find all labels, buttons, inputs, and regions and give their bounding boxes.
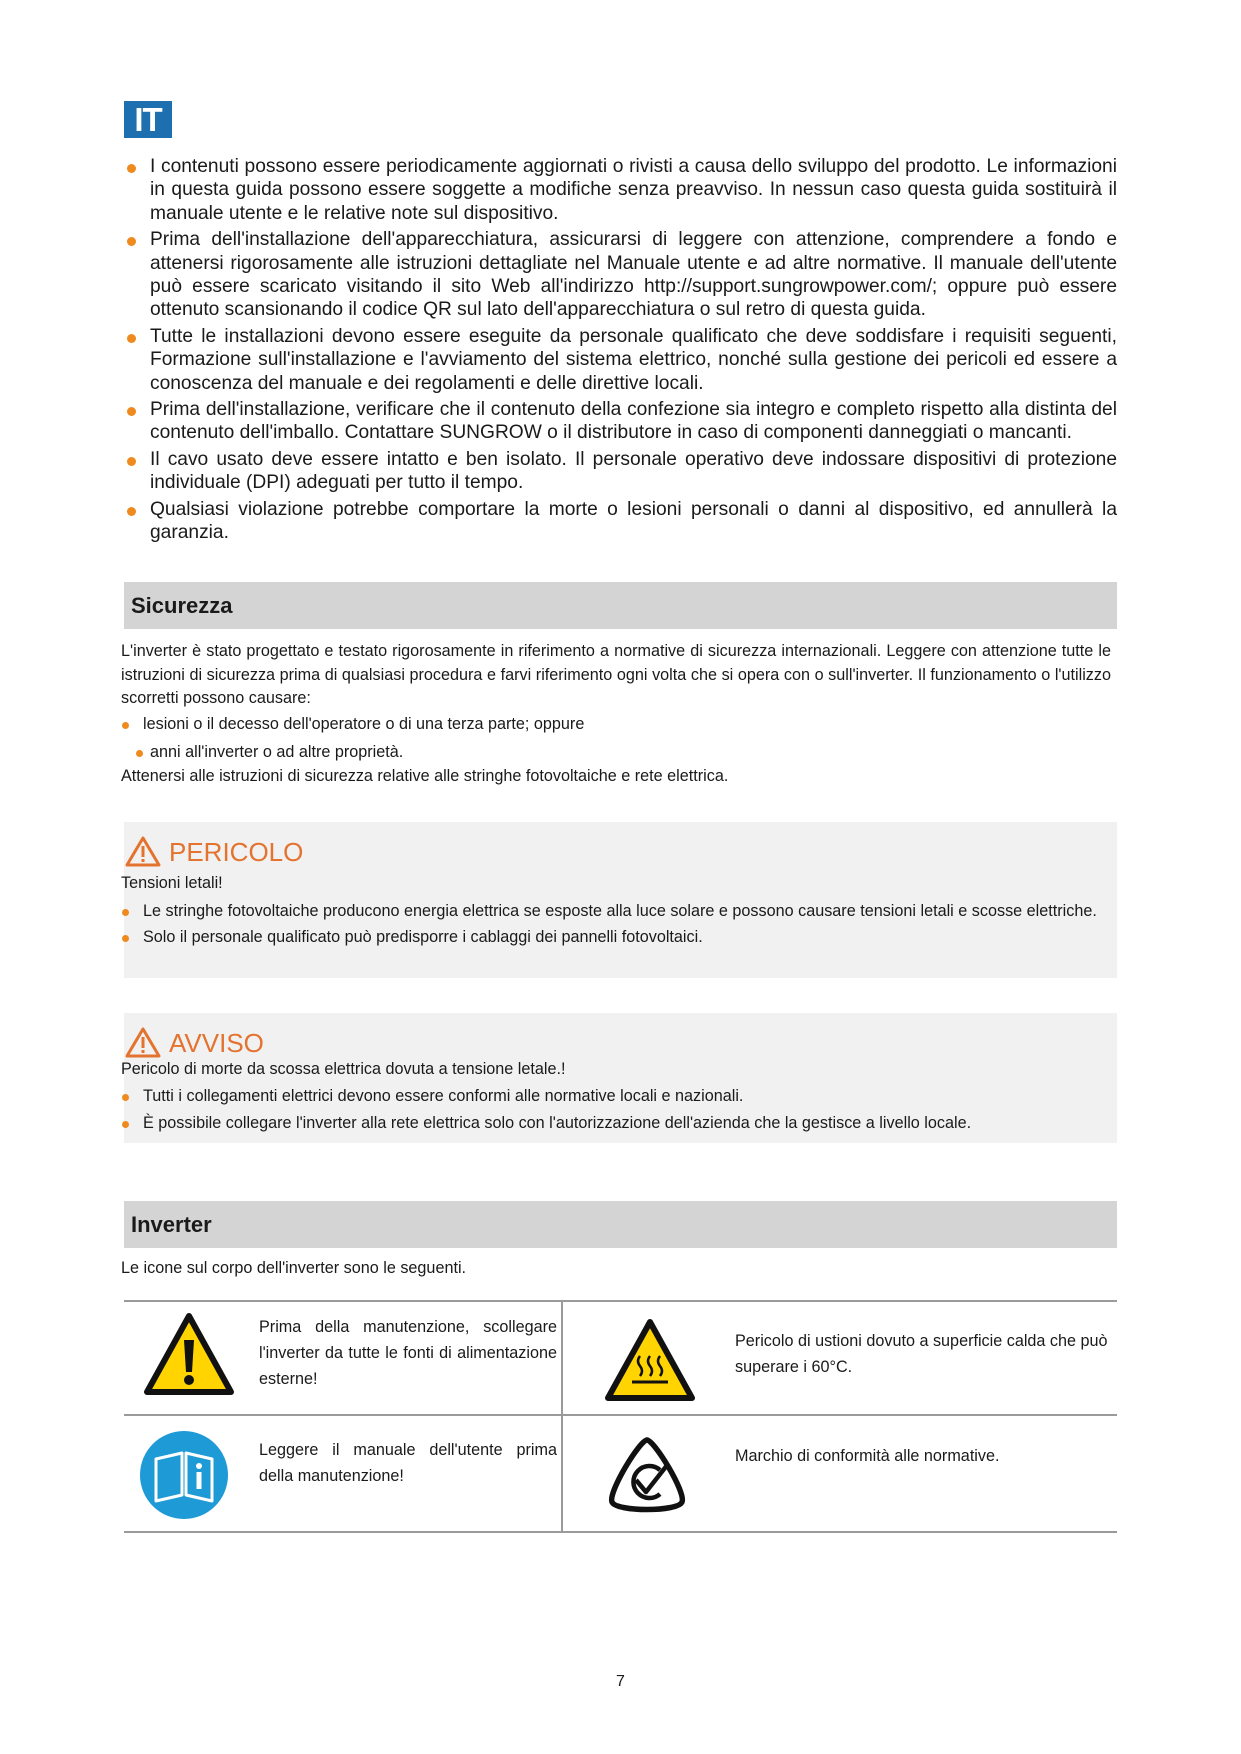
safety-bullet: lesioni o il decesso dell'operatore o di una terza parte; oppure [121, 713, 1111, 737]
intro-bullet: Qualsiasi violazione potrebbe comportare la morte o lesioni personali o danni al dispositivo, ed annullerà la garanzia. [124, 498, 1117, 545]
danger-box [121, 822, 1117, 978]
language-badge: IT [124, 101, 172, 138]
inverter-icon-table [124, 1300, 1117, 1533]
icon-desc-manual: Leggere il manuale dell'utente prima della manutenzione! [259, 1441, 557, 1485]
safety-bullet: anni all'inverter o ad altre proprietà. [135, 741, 1105, 765]
read-manual-icon [138, 1429, 230, 1521]
safety-closing: Attenersi alle istruzioni di sicurezza relative alle stringhe fotovoltaiche e rete elettrica. [121, 767, 729, 785]
danger-bullet: Solo il personale qualificato può predisporre i cablaggi dei pannelli fotovoltaici. [121, 926, 1111, 950]
danger-warning-icon [124, 835, 162, 868]
intro-bullet: I contenuti possono essere periodicamente aggiornati o rivisti a causa dello sviluppo del prodotto. Le informazioni in questa guida possono essere soggette a modifiche senza preavviso. In nessun caso questa guida sostituirà il manuale utente e le relative note sul dispositivo. [124, 155, 1117, 225]
icon-desc-warning: Prima della manutenzione, scollegare l'inverter da tutte le fonti di alimentazione esterne! [259, 1318, 557, 1388]
danger-subtitle: Tensioni letali! [121, 874, 223, 892]
safety-paragraph: L'inverter è stato progettato e testato rigorosamente in riferimento a normative di sicurezza internazionali. Leggere con attenzione tutte le istruzioni di sicurezza prima di qualsiasi procedura e farvi riferimento ogni volta che si opera con o sull'inverter. Il funzionamento o l'utilizzo scorretti possono causare: [121, 642, 1111, 707]
page-number: 7 [616, 1673, 625, 1690]
intro-bullet: Prima dell'installazione, verificare che il contenuto della confezione sia integro e completo rispetto alla distinta del contenuto dell'imballo. Contattare SUNGROW o il distributore in caso di componenti danneggiati o mancanti. [124, 398, 1117, 445]
hot-surface-icon [602, 1316, 698, 1406]
rcm-mark-icon [602, 1434, 692, 1518]
inverter-heading: Inverter [131, 1212, 212, 1237]
danger-bullet: Le stringhe fotovoltaiche producono energia elettrica se esposte alla luce solare e possono causare tensioni letali e scosse elettriche. [121, 900, 1111, 924]
intro-bullet: Prima dell'installazione dell'apparecchiatura, assicurarsi di leggere con attenzione, comprendere a fondo e attenersi rigorosamente alle istruzioni dettagliate nel Manuale utente e ad altre normative. Il manuale dell'utente può essere scaricato visitando il sito Web all'indirizzo http://support.sungrowpower.com/; oppure può essere ottenuto scansionando il codice QR sul lato dell'apparecchiatura o sul retro di questa guida. [124, 228, 1117, 322]
intro-bullet-list [124, 155, 1117, 548]
safety-bullet-list-indented [135, 741, 1105, 765]
safety-section-header [124, 582, 1117, 629]
safety-bullet-list [121, 713, 1111, 737]
warning-subtitle: Pericolo di morte da scossa elettrica dovuta a tensione letale.! [121, 1060, 566, 1078]
warning-notice-icon [124, 1026, 162, 1059]
warning-bullet: È possibile collegare l'inverter alla rete elettrica solo con l'autorizzazione dell'azienda che la gestisce a livello locale. [121, 1112, 1111, 1136]
danger-bullet-list [121, 900, 1111, 949]
warning-triangle-icon [141, 1310, 237, 1400]
inverter-section-header [124, 1201, 1117, 1248]
warning-box [121, 1013, 1117, 1143]
table-rule [124, 1531, 1117, 1533]
warning-bullet: Tutti i collegamenti elettrici devono essere conformi alle normative locali e nazionali. [121, 1085, 1111, 1109]
intro-bullet: Tutte le installazioni devono essere eseguite da personale qualificato che deve soddisfare i requisiti seguenti, Formazione sull'installazione e l'avviamento del sistema elettrico, nonché sulla gestione dei pericoli ed essere a conoscenza del manuale e dei regolamenti e delle direttive locali. [124, 325, 1117, 395]
warning-bullet-list [121, 1085, 1111, 1135]
warning-title: AVVISO [169, 1028, 264, 1058]
danger-title: PERICOLO [169, 837, 304, 867]
table-divider [561, 1300, 563, 1533]
icon-desc-rcm: Marchio di conformità alle normative. [735, 1447, 1000, 1465]
inverter-intro: Le icone sul corpo dell'inverter sono le seguenti. [121, 1259, 467, 1277]
safety-heading: Sicurezza [131, 593, 233, 618]
icon-desc-hot-surface: Pericolo di ustioni dovuto a superficie calda che può superare i 60°C. [735, 1332, 1108, 1376]
table-rule [124, 1300, 1117, 1302]
table-rule [124, 1414, 1117, 1416]
intro-bullet: Il cavo usato deve essere intatto e ben isolato. Il personale operativo deve indossare dispositivi di protezione individuale (DPI) adeguati per tutto il tempo. [124, 448, 1117, 495]
